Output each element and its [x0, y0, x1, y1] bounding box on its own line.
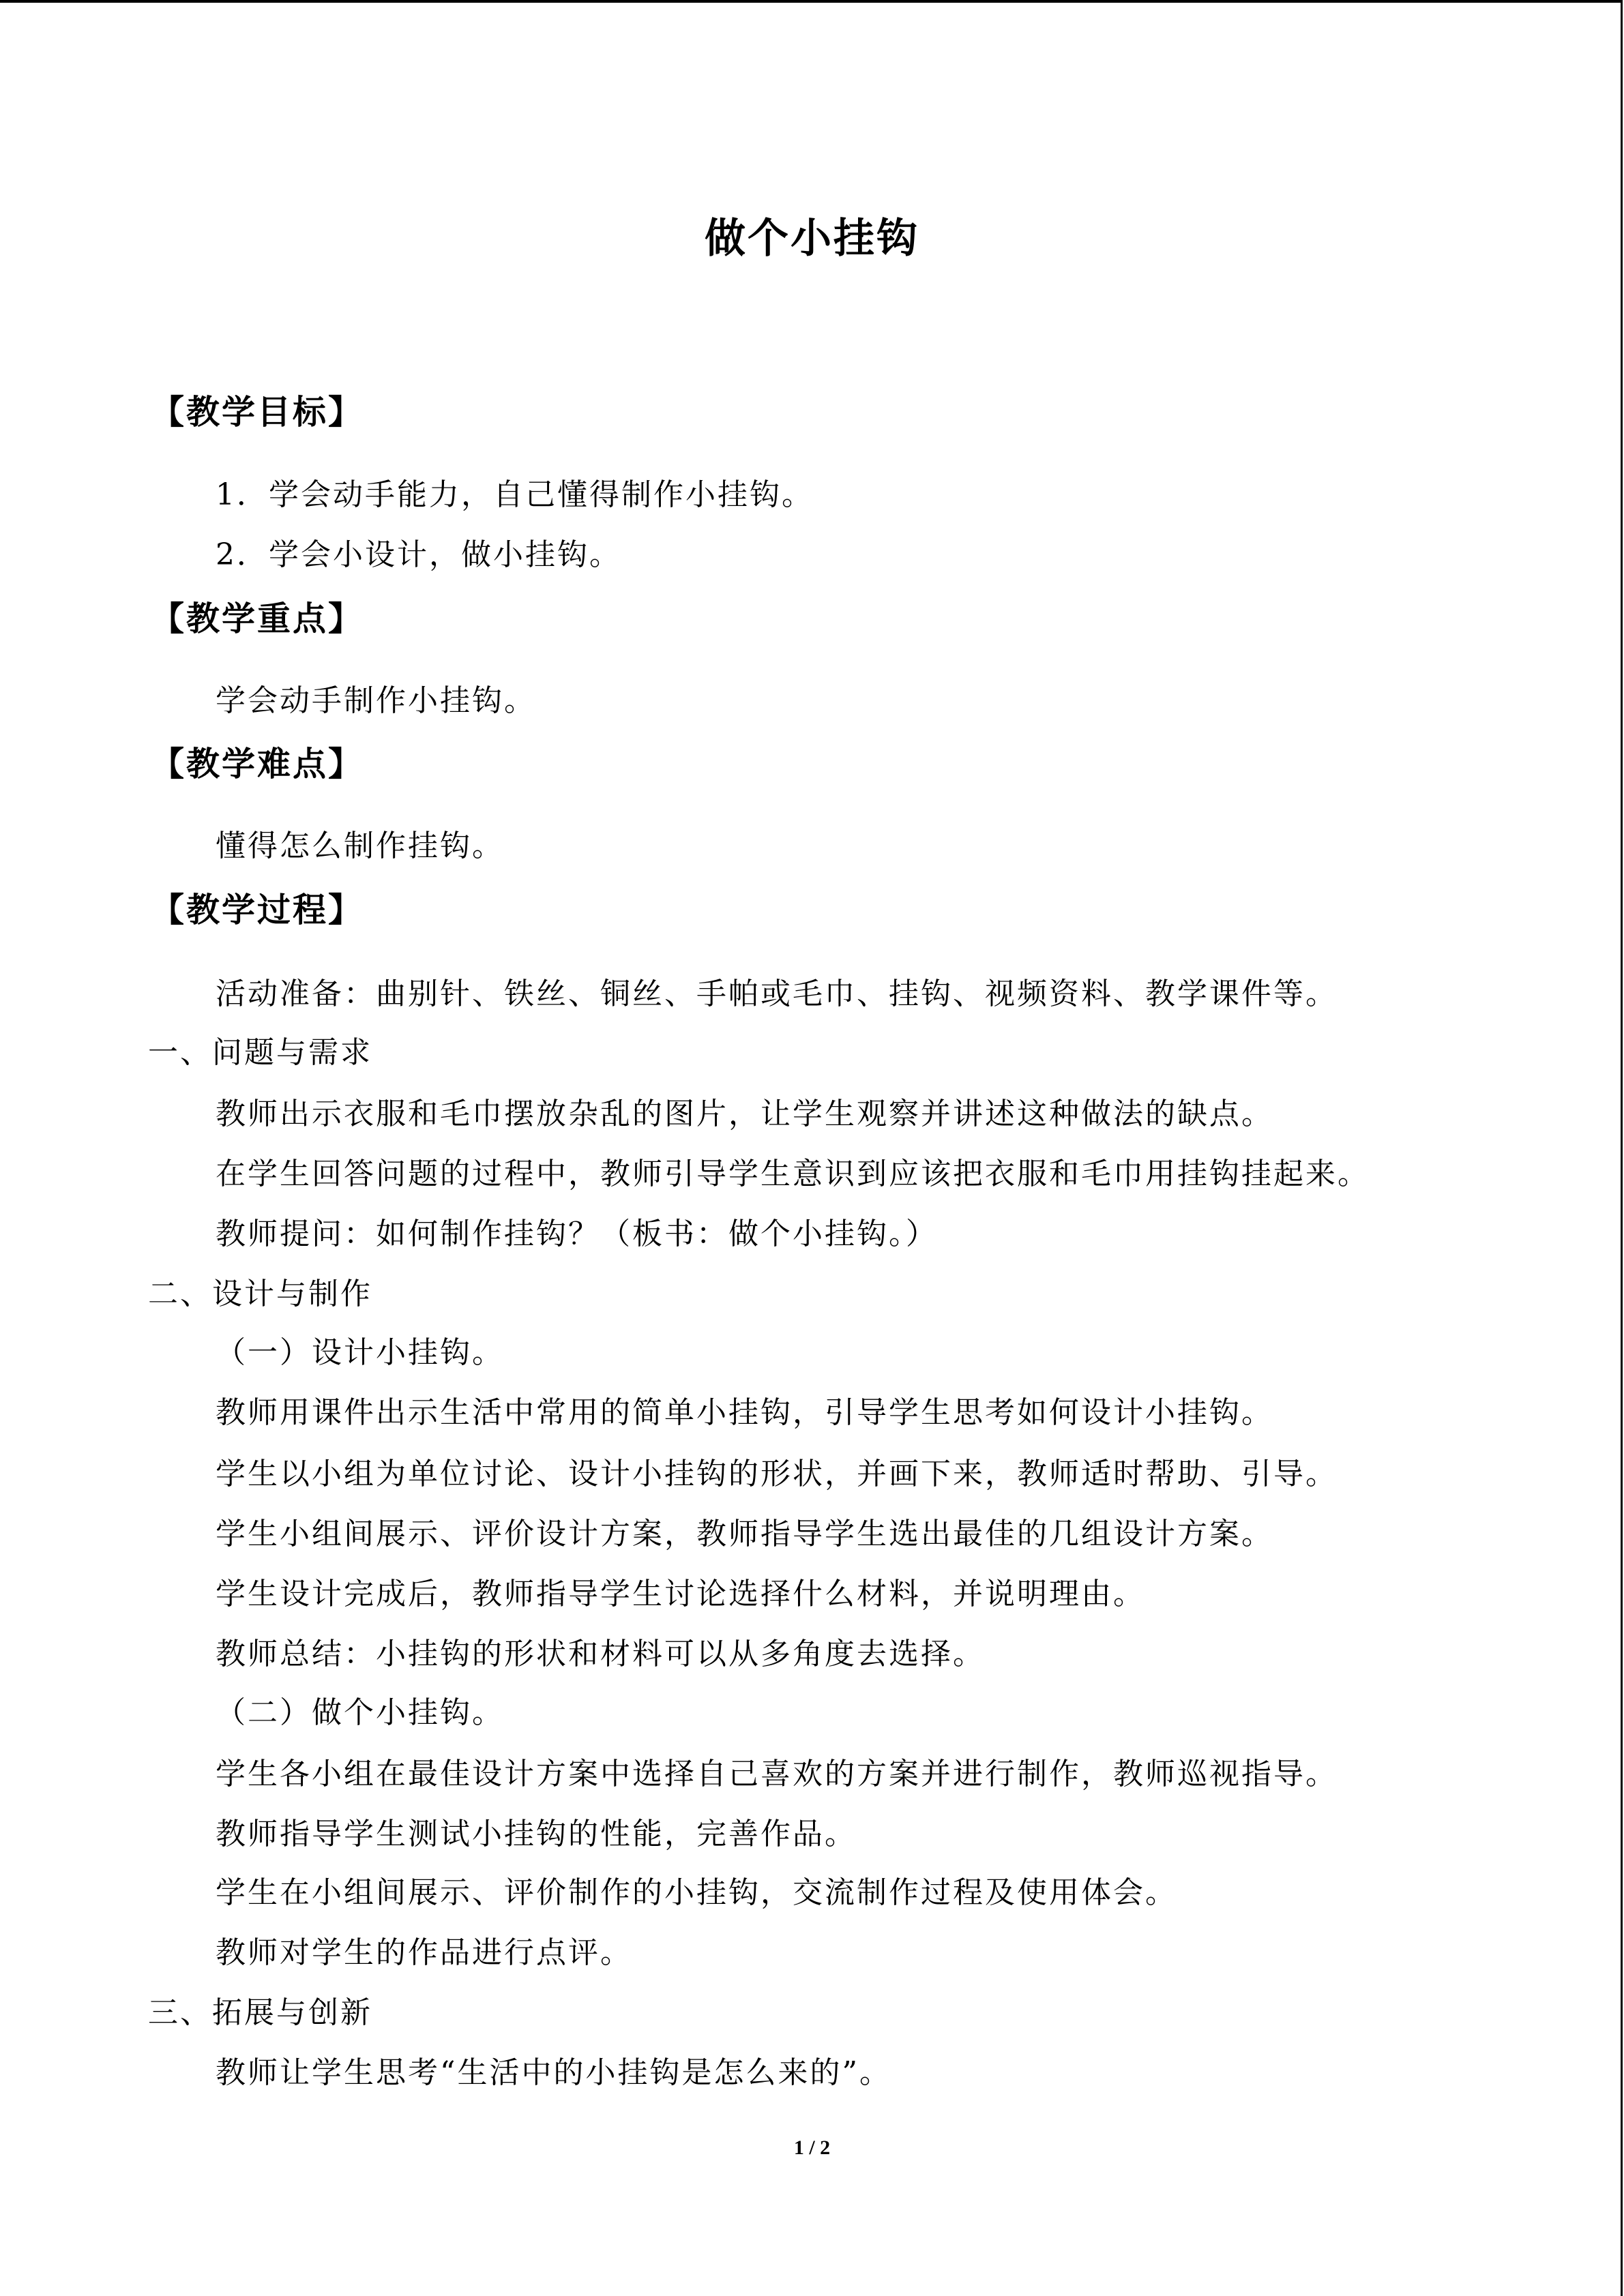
- part3-title: 三、拓展与创新: [148, 1995, 372, 2030]
- part2-sub2-line: 教师对学生的作品进行点评。: [216, 1935, 632, 1970]
- heading-process: 【教学过程】: [151, 891, 364, 929]
- part2-title: 二、设计与制作: [148, 1277, 372, 1311]
- heading-objectives: 【教学目标】: [151, 393, 364, 432]
- document-title: 做个小挂钩: [705, 215, 919, 263]
- part2-sub2-title: （二）做个小挂钩。: [216, 1695, 504, 1730]
- part1-line: 教师出示衣服和毛巾摆放杂乱的图片，让学生观察并讲述这种做法的缺点。: [216, 1097, 1273, 1131]
- heading-difficulties: 【教学难点】: [151, 745, 364, 784]
- part2-sub1-title: （一）设计小挂钩。: [216, 1335, 504, 1370]
- objective-item: 2．学会小设计，做小挂钩。: [216, 537, 621, 572]
- preparation-text: 活动准备：曲别针、铁丝、铜丝、手帕或毛巾、挂钩、视频资料、教学课件等。: [216, 976, 1338, 1011]
- part1-line: 在学生回答问题的过程中，教师引导学生意识到应该把衣服和毛巾用挂钩挂起来。: [216, 1157, 1370, 1191]
- part2-sub1-line: 学生小组间展示、评价设计方案，教师指导学生选出最佳的几组设计方案。: [216, 1517, 1273, 1551]
- part2-sub1-line: 学生以小组为单位讨论、设计小挂钩的形状，并画下来，教师适时帮助、引导。: [216, 1457, 1338, 1491]
- part2-sub2-line: 学生在小组间展示、评价制作的小挂钩，交流制作过程及使用体会。: [216, 1875, 1177, 1910]
- objective-item: 1．学会动手能力，自己懂得制作小挂钩。: [216, 477, 814, 512]
- page-number: 1 / 2: [793, 2136, 831, 2159]
- part2-sub1-line: 学生设计完成后，教师指导学生讨论选择什么材料，并说明理由。: [216, 1577, 1145, 1611]
- part2-sub1-line: 教师总结：小挂钩的形状和材料可以从多角度去选择。: [216, 1637, 985, 1671]
- heading-key-points: 【教学重点】: [151, 599, 364, 638]
- part1-title: 一、问题与需求: [148, 1035, 372, 1070]
- part2-sub2-line: 学生各小组在最佳设计方案中选择自己喜欢的方案并进行制作，教师巡视指导。: [216, 1757, 1338, 1791]
- page-right-border: [1621, 0, 1623, 2296]
- difficulties-text: 懂得怎么制作挂钩。: [216, 829, 504, 863]
- part3-line: 教师让学生思考“生活中的小挂钩是怎么来的”。: [216, 2055, 891, 2090]
- part1-line: 教师提问：如何制作挂钩？（板书：做个小挂钩。）: [216, 1217, 938, 1251]
- part2-sub1-line: 教师用课件出示生活中常用的简单小挂钩，引导学生思考如何设计小挂钩。: [216, 1395, 1273, 1430]
- key-points-text: 学会动手制作小挂钩。: [216, 683, 536, 718]
- page-top-border: [0, 0, 1623, 3]
- part2-sub2-line: 教师指导学生测试小挂钩的性能，完善作品。: [216, 1817, 857, 1851]
